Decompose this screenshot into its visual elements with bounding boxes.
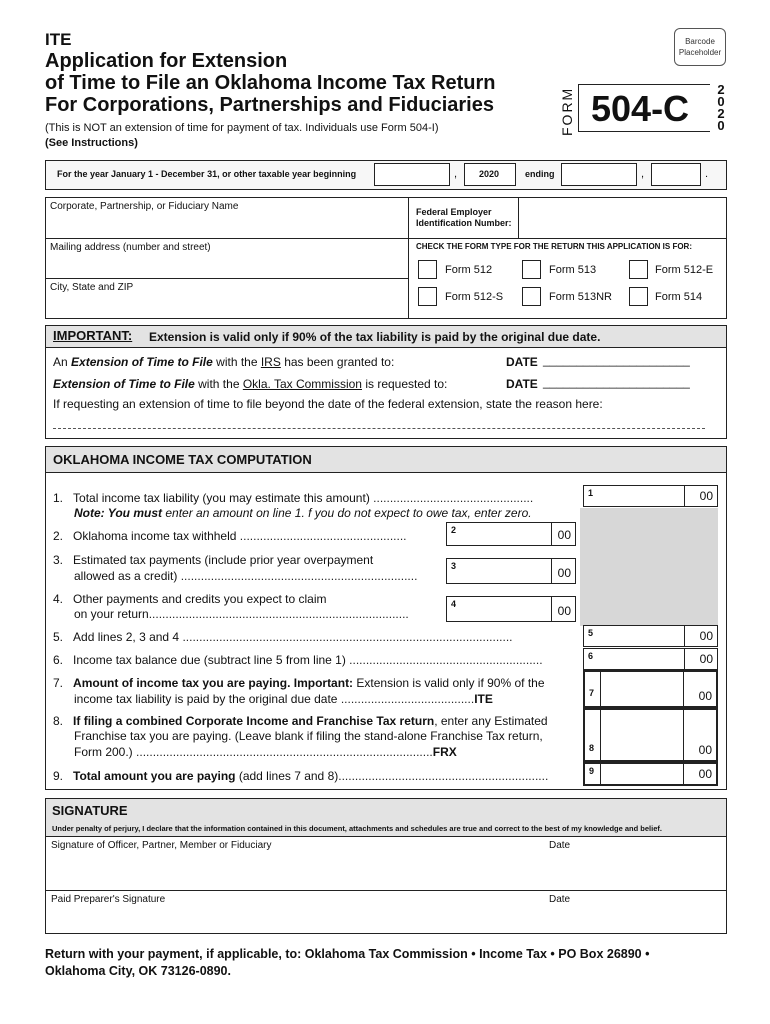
line-8-amount[interactable] bbox=[583, 708, 718, 762]
city-input[interactable] bbox=[49, 295, 404, 317]
line-number: 9. bbox=[53, 769, 64, 783]
line-number: 2. bbox=[53, 529, 64, 543]
line-9-text bbox=[53, 768, 548, 784]
cents: 00 bbox=[699, 652, 713, 666]
line-1-note bbox=[74, 505, 532, 521]
form-514-label: Form 514 bbox=[655, 291, 703, 303]
leader-dots: ....................................................................... bbox=[177, 569, 418, 583]
cents: 00 bbox=[557, 604, 571, 618]
important-heading: IMPORTANT: bbox=[53, 328, 133, 343]
divider bbox=[408, 197, 409, 319]
line-6-amount[interactable] bbox=[583, 648, 718, 670]
signature-heading: SIGNATURE bbox=[52, 803, 128, 818]
begin-year: 2020 bbox=[479, 169, 500, 179]
line-9-amount[interactable] bbox=[583, 762, 718, 786]
irs-extension-line bbox=[53, 355, 394, 369]
fein-label-2: Identification Number: bbox=[416, 218, 512, 228]
line-1-text bbox=[53, 490, 533, 506]
begin-year-field[interactable] bbox=[464, 163, 516, 186]
line-3-text bbox=[53, 552, 373, 568]
footer-line-1: Return with your payment, if applicable, to: Oklahoma Tax Commission • Income Tax • PO Box 26890 • bbox=[45, 947, 650, 961]
payment-note: (This is NOT an extension of time for payment of tax. Individuals use Form 504-I) bbox=[45, 122, 439, 134]
line-2-text bbox=[53, 528, 407, 544]
otc-date-input[interactable]: ______________________ bbox=[543, 375, 690, 389]
footer-line-2: Oklahoma City, OK 73126-0890. bbox=[45, 964, 231, 978]
computation-heading: OKLAHOMA INCOME TAX COMPUTATION bbox=[53, 452, 312, 467]
line-4-text-2 bbox=[74, 606, 409, 622]
text: Add lines 2, 3 and 4 bbox=[73, 630, 180, 644]
period: . bbox=[705, 168, 709, 180]
otc-date-label: DATE bbox=[506, 377, 538, 391]
end-year-input[interactable] bbox=[651, 163, 701, 186]
preparer-signature-label: Paid Preparer's Signature bbox=[51, 894, 166, 905]
text: with the bbox=[212, 355, 261, 369]
cents: 00 bbox=[699, 629, 713, 643]
otc-extension-line bbox=[53, 377, 447, 391]
box-divider bbox=[600, 764, 601, 784]
see-instructions: (See Instructions) bbox=[45, 137, 138, 149]
box-number: 4 bbox=[451, 599, 457, 609]
line-6-text bbox=[53, 652, 543, 668]
text: Extension of Time to File bbox=[71, 355, 213, 369]
text: An bbox=[53, 355, 72, 369]
cents-divider bbox=[683, 710, 684, 760]
divider bbox=[45, 890, 727, 891]
important-text: Extension is valid only if 90% of the tax liability is paid by the original due date. bbox=[149, 330, 601, 344]
form-number: 504-C bbox=[591, 88, 690, 129]
divider bbox=[45, 238, 408, 239]
box-number: 6 bbox=[588, 651, 594, 661]
year-digit: 2 bbox=[717, 82, 725, 97]
line-7-text bbox=[53, 675, 545, 691]
perjury-statement: Under penalty of perjury, I declare that the information contained in this document, attachments and schedules are true and correct to the best of my knowledge and belief. bbox=[52, 824, 662, 833]
officer-date-label: Date bbox=[549, 840, 571, 851]
begin-date-input[interactable] bbox=[374, 163, 450, 186]
leader-dots: ............................................................... bbox=[338, 769, 549, 783]
line-8-text bbox=[53, 713, 548, 729]
leader-dots: ................................................................................................... bbox=[179, 630, 513, 644]
irs-date-label: DATE bbox=[506, 355, 538, 369]
fein-input[interactable] bbox=[520, 199, 725, 236]
form-514-checkbox[interactable] bbox=[629, 287, 648, 306]
text: Income tax balance due (subtract line 5 from line 1) bbox=[73, 653, 346, 667]
text: Estimated tax payments (include prior year overpayment bbox=[73, 553, 374, 567]
cents: 00 bbox=[698, 767, 712, 781]
title-line-2: of Time to File an Oklahoma Income Tax Return bbox=[45, 72, 496, 94]
leader-dots: .............................................................................. bbox=[148, 607, 409, 621]
comma: , bbox=[454, 168, 458, 180]
line-7-amount[interactable] bbox=[583, 670, 718, 708]
ending-label: ending bbox=[525, 169, 555, 179]
line-number: 3. bbox=[53, 553, 64, 567]
officer-date-input[interactable] bbox=[548, 853, 723, 889]
cents-divider bbox=[684, 649, 685, 669]
text: (add lines 7 and 8) bbox=[235, 769, 339, 783]
text: on your return bbox=[74, 607, 149, 621]
leader-dots: ......................................................................................... bbox=[132, 745, 433, 759]
line-5-text bbox=[53, 629, 513, 645]
box-number: 2 bbox=[451, 525, 457, 535]
text: Note: You must bbox=[74, 506, 163, 520]
line-8-text-3 bbox=[74, 744, 457, 760]
text: allowed as a credit) bbox=[74, 569, 178, 583]
line-3-text-2 bbox=[74, 568, 417, 584]
text: Other payments and credits you expect to claim bbox=[73, 592, 327, 606]
code: FRX bbox=[432, 745, 457, 759]
box-number: 8 bbox=[589, 743, 595, 753]
box-number: 7 bbox=[589, 688, 595, 698]
fein-label bbox=[416, 207, 512, 229]
box-number: 3 bbox=[451, 561, 457, 571]
line-number: 8. bbox=[53, 714, 64, 728]
form-number-box bbox=[578, 84, 710, 132]
form-512e-checkbox[interactable] bbox=[629, 260, 648, 279]
leader-dots: ................................................ bbox=[369, 491, 534, 505]
divider bbox=[45, 278, 408, 279]
address-input[interactable] bbox=[49, 255, 404, 276]
year-digit: 2 bbox=[717, 106, 725, 121]
cents-divider bbox=[551, 559, 552, 583]
text: income tax liability is paid by the original due date bbox=[74, 692, 338, 706]
reason-prompt: If requesting an extension of time to file beyond the date of the federal extension, state the reason here: bbox=[53, 397, 603, 411]
box-number: 1 bbox=[588, 488, 594, 498]
line-4-amount[interactable] bbox=[446, 596, 576, 622]
leader-dots: .................................................. bbox=[236, 529, 407, 543]
form-type-heading: CHECK THE FORM TYPE FOR THE RETURN THIS APPLICATION IS FOR: bbox=[416, 242, 692, 251]
text: If filing a combined Corporate Income and Franchise Tax return bbox=[73, 714, 435, 728]
preparer-date-input[interactable] bbox=[548, 907, 723, 932]
form-word-wrap bbox=[557, 86, 577, 138]
tax-year-label: For the year January 1 - December 31, or other taxable year beginning bbox=[57, 169, 357, 179]
line-3-amount[interactable] bbox=[446, 558, 576, 584]
title-line-3: For Corporations, Partnerships and Fiduciaries bbox=[45, 94, 494, 116]
preparer-date-label: Date bbox=[549, 894, 571, 905]
cents: 00 bbox=[557, 528, 571, 542]
box-divider bbox=[600, 672, 601, 706]
line-number: 4. bbox=[53, 592, 64, 606]
entity-name-input[interactable] bbox=[49, 214, 404, 236]
text: is requested to: bbox=[361, 377, 448, 391]
form-513nr-label: Form 513NR bbox=[549, 291, 612, 303]
text: enter an amount on line 1. f you do not expect to owe tax, enter zero. bbox=[162, 506, 532, 520]
comma: , bbox=[641, 168, 645, 180]
text: Total income tax liability (you may estimate this amount) bbox=[73, 491, 370, 505]
cents-divider bbox=[551, 597, 552, 621]
line-7-text-2 bbox=[74, 691, 493, 707]
line-8-text-2: Franchise tax you are paying. (Leave blank if filing the stand-alone Franchise Tax return, bbox=[74, 729, 543, 743]
cents-divider bbox=[683, 764, 684, 784]
form-512s-checkbox[interactable] bbox=[418, 287, 437, 306]
divider bbox=[408, 238, 727, 239]
box-number: 9 bbox=[589, 766, 595, 776]
title-line-1: Application for Extension bbox=[45, 50, 288, 72]
cents-divider bbox=[684, 626, 685, 646]
cents-divider bbox=[684, 486, 685, 506]
shaded-area bbox=[580, 508, 718, 626]
tax-year-vertical bbox=[714, 84, 728, 132]
cents: 00 bbox=[699, 489, 713, 503]
text: Okla. Tax Commission bbox=[242, 377, 362, 391]
year-digit: 0 bbox=[717, 94, 725, 109]
text: Extension is valid only if 90% of the bbox=[353, 676, 545, 690]
form-512e-label: Form 512-E bbox=[655, 264, 714, 276]
cents-divider bbox=[683, 672, 684, 706]
leader-dots: ........................................ bbox=[337, 692, 475, 706]
box-divider bbox=[600, 710, 601, 760]
line-2-amount[interactable] bbox=[446, 522, 576, 546]
barcode-placeholder: Barcode Placeholder bbox=[674, 28, 726, 66]
reason-input[interactable] bbox=[53, 428, 705, 429]
text: has been granted to: bbox=[280, 355, 395, 369]
text: Amount of income tax you are paying. Important: bbox=[73, 676, 354, 690]
line-number: 1. bbox=[53, 491, 64, 505]
form-512s-label: Form 512-S bbox=[445, 291, 504, 303]
preparer-signature-input[interactable] bbox=[50, 907, 540, 932]
form-513nr-checkbox[interactable] bbox=[522, 287, 541, 306]
form-512-label: Form 512 bbox=[445, 264, 493, 276]
officer-signature-label: Signature of Officer, Partner, Member or Fiduciary bbox=[51, 840, 272, 851]
form-513-checkbox[interactable] bbox=[522, 260, 541, 279]
form-code: ITE bbox=[45, 30, 72, 49]
line-4-text bbox=[53, 591, 326, 607]
cents-divider bbox=[551, 523, 552, 545]
text: Total amount you are paying bbox=[73, 769, 236, 783]
irs-date-input[interactable]: ______________________ bbox=[543, 353, 690, 367]
entity-name-label: Corporate, Partnership, or Fiduciary Name bbox=[50, 201, 239, 212]
city-label: City, State and ZIP bbox=[50, 282, 134, 293]
cents: 00 bbox=[698, 743, 712, 757]
line-number: 5. bbox=[53, 630, 64, 644]
line-1-amount[interactable] bbox=[583, 485, 718, 507]
form-513-label: Form 513 bbox=[549, 264, 597, 276]
form-512-checkbox[interactable] bbox=[418, 260, 437, 279]
end-date-input[interactable] bbox=[561, 163, 637, 186]
address-label: Mailing address (number and street) bbox=[50, 242, 211, 253]
cents: 00 bbox=[557, 566, 571, 580]
fein-label-1: Federal Employer bbox=[416, 207, 492, 217]
text: Form 200.) bbox=[74, 745, 133, 759]
divider bbox=[518, 197, 519, 238]
form-word: FORM bbox=[559, 86, 575, 136]
line-number: 6. bbox=[53, 653, 64, 667]
text: Extension of Time to File bbox=[53, 377, 195, 391]
box-number: 5 bbox=[588, 628, 594, 638]
leader-dots: .......................................................... bbox=[345, 653, 543, 667]
text: with the bbox=[194, 377, 243, 391]
text: IRS bbox=[260, 355, 281, 369]
text: , enter any Estimated bbox=[434, 714, 548, 728]
line-number: 7. bbox=[53, 676, 64, 690]
line-5-amount[interactable] bbox=[583, 625, 718, 647]
year-digit: 0 bbox=[717, 118, 725, 133]
cents: 00 bbox=[698, 689, 712, 703]
officer-signature-input[interactable] bbox=[50, 853, 540, 889]
code: ITE bbox=[474, 692, 493, 706]
text: Oklahoma income tax withheld bbox=[73, 529, 237, 543]
